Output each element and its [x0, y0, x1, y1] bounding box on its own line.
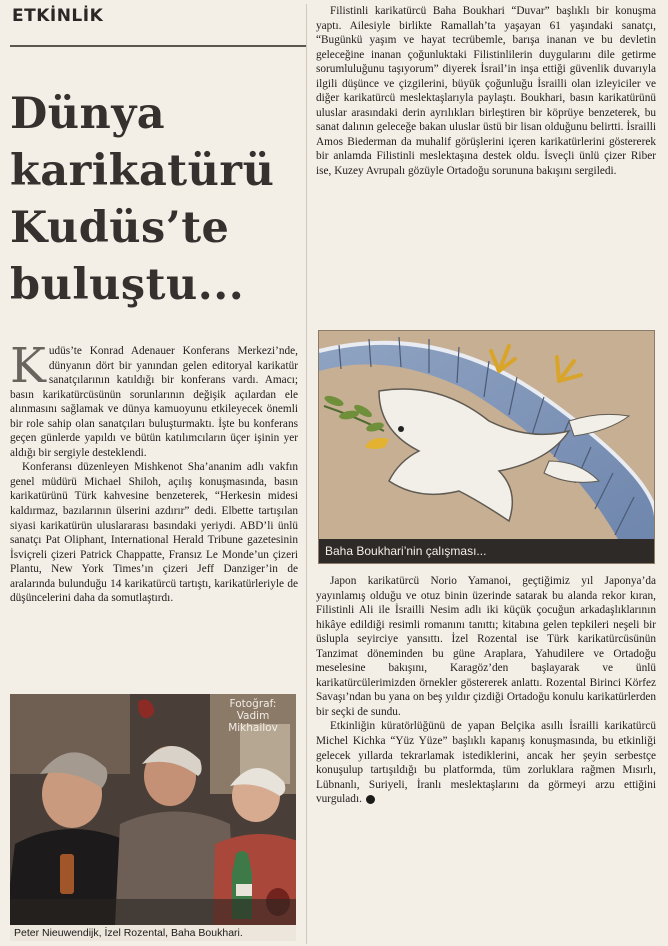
- section-divider: [10, 45, 306, 47]
- headline-line: buluştu...: [10, 260, 245, 310]
- paragraph-text: udüs’te Konrad Adenauer Konferans Merkezi’nde, dünyanın dört bir yanından gelen editoryal karikatür sanatçılarının katıldığı bir konferans vardı. Amacı; basın karikatürcüsünün sorunlarının değişik açılardan ele alınmasını sağlamak ve dünya kamuoyunu etkileyecek önemli bir role sahip olan sanatçıları buluşturmaktı. İşte bu konferans geçen günlerde yapıldı ve bütün katılımcıların üçer işinin yer aldığı bir sergiyle desteklendi.: [10, 345, 298, 459]
- headline-line: Dünya: [10, 89, 166, 139]
- article-paragraph: Japon karikatürcü Norio Yamanoi, geçtiğimiz yıl Japonya’da yayınlamış olduğu ve otuz binin üzerinde satarak bu alanda rekor kıran, Filistinli Ali ile İsrailli Nesim adlı iki küçük çocuğun arkadaşlıklarının hikâye edildiği resimli romanını tanıttı; kitabına gelen tepkileri neşeli bir üslupla seyirciye yansıttı. İzel Rozental ise Türk karikatürcüsünün Tanzimat döneminden bu güne Araplara, Yahudilere ve Ortadoğu meselesine bakışını, Karagöz’den başlayarak ve ünlü karikatürcülerimizden örnekler göstererek anlattı. Rozental Birinci Körfez Savaşı’ndan bu yana on beş yıldır çizdiği Ortadoğu konulu karikatürlerden bir seçki de sundu.: [316, 575, 656, 718]
- photo-credit-name: Vadim Mikhailov: [228, 710, 278, 734]
- column-divider: [306, 4, 307, 944]
- right-article-top: [316, 4, 656, 179]
- photo-credit: [218, 698, 288, 734]
- photo-caption: Peter Nieuwendijk, İzel Rozental, Baha Boukhari.: [10, 925, 296, 941]
- drop-cap: K: [10, 338, 46, 394]
- paragraph-text: Etkinliğin küratörlüğünü de yapan Belçika asıllı İsrailli karikatürcü Michel Kichka “Yüz Yüze” başlıklı kapanış konuşmasında, bu etkinliği gelecek yıllarda tekrarlamak istediklerini, ancak her şeyin serbestçe konuşulup tartışıldığı bu platformda, tüm zorluklara rağmen Mısırlı, Lübnanlı, Suriyeli, İranlı meslektaşlarını da görmeyi arzu ettiğini vurguladı.: [316, 720, 656, 806]
- headline-line: karikatürü: [10, 146, 275, 196]
- article-paragraph: [316, 719, 656, 806]
- photo-credit-label: Fotoğraf:: [229, 698, 277, 710]
- article-paragraph: Filistinli karikatürcü Baha Boukhari “Duvar” başlıklı bir konuşma yaptı. Ailesiyle birlikte Ramallah’ta yaşayan 61 yaşındaki sanatçı, “Bugünkü yaşım ve hayat tecrübemle, barışa inanan ve bu devletin geleceğine inanan çoğunluktaki Filistinlilerin duygularını dile getirme sorumluluğunu taşıyorum” diyerek İsrail’in inşa ettiği güvenlik duvarıyla ilgili düşünce ve çizgilerini, büyük çoğunluğu İsrailli olan izleyiciler ve diğer karikatürcü meslektaşlarıyla paylaştı. Boukhari, basın karikatürünü uluslar arasındaki derin ayrılıkları birleştiren bir köprüye benzeterek, bu sanat dalının geleceğe bakan uluslar üstü bir lisan olduğunu belirtti. İsrailli Amos Biederman da muhalif görüşlerini içeren karikatürlerini göstererek bir anlamda Filistinli meslektaşına destek oldu. İsveçli ünlü çizer Riber ise, Kuzey Avrupalı gözüyle Ortadoğu sorununa bakışını sergiledi.: [316, 5, 656, 178]
- cartoon-image: [318, 330, 655, 564]
- right-article-bottom: [316, 574, 656, 807]
- article-paragraph: [10, 338, 298, 460]
- cartoon-illustration: [319, 331, 655, 541]
- cartoon-caption: Baha Boukhari’nin çalışması...: [319, 539, 654, 563]
- left-article: [10, 338, 298, 606]
- article-paragraph: Konferansı düzenleyen Mishkenot Sha’ananim adlı vakfın genel müdürü Michael Shiloh, açılış konuşmasında, basın karikatürünü Türk kahvesine benzeterek, “Herkesin midesi kaldırmaz, bazılarının ülserini azdırır” dedi. Elbette tartışılan siyasi karikatürün uluslararası basındaki yeriydi. ABD’li ünlü sanatçı Pat Oliphant, International Herald Tribune gazetesinin İsviçreli çizeri Patrick Chappatte, Fransız Le Monde’un çizeri Plantu, New York Times’ın çizeri Jeff Danziger’in de aralarında bulunduğu 14 karikatürcü tartıştı, karikatürleriyle de düşüncelerini daha da somutlaştırdı.: [10, 461, 298, 605]
- end-mark-icon: [366, 795, 375, 804]
- event-photo: [10, 694, 296, 941]
- section-label: ETKİNLİK: [12, 6, 104, 26]
- headline-line: Kudüs’te: [10, 203, 230, 253]
- headline: [10, 86, 300, 314]
